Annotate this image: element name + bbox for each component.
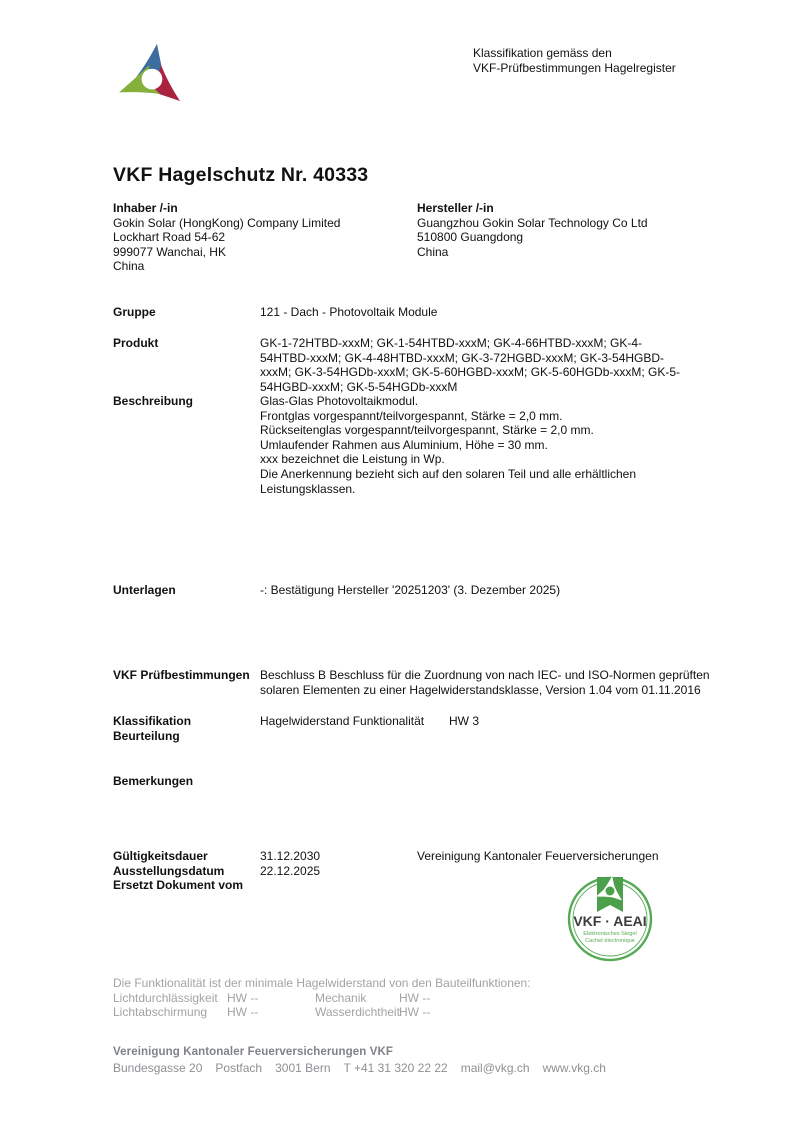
- beschreibung-label: Beschreibung: [113, 394, 194, 408]
- func-value: HW --: [227, 990, 259, 1005]
- beschreibung-line: Glas-Glas Photovoltaikmodul.: [260, 394, 419, 408]
- footer-pobox: Postfach: [215, 1061, 263, 1075]
- footer-website: www.vkg.ch: [542, 1061, 606, 1075]
- klassifikation-label: [113, 714, 259, 743]
- func-label: Mechanik: [315, 990, 367, 1005]
- pruefbestimmungen-value: Beschluss B Beschluss für die Zuordnung von nach IEC- und ISO-Normen geprüften solaren Elementen zu einer Hagelwiderstandsklasse, Version 1.04 vom 01.11.2016: [260, 668, 710, 697]
- page-title: VKF Hagelschutz Nr. 40333: [113, 164, 369, 186]
- holder-country: China: [113, 259, 145, 274]
- func-value: HW --: [399, 1005, 431, 1020]
- footer-organisation: Vereinigung Kantonaler Feuerversicherungen VKF: [113, 1046, 394, 1058]
- klassifikation-label-line2: Beurteilung: [113, 728, 180, 743]
- functionality-intro: Die Funktionalität ist der minimale Hagelwiderstand von den Bauteilfunktionen:: [113, 976, 531, 990]
- gruppe-value: 121 - Dach - Photovoltaik Module: [260, 305, 438, 319]
- klassifikation-value-row: [260, 714, 692, 729]
- functionality-block: [113, 976, 531, 1020]
- gruppe-label: Gruppe: [113, 305, 156, 319]
- footer-address: [113, 1061, 606, 1076]
- functionality-row: [113, 991, 531, 1006]
- klassifikation-label-line1: Klassifikation: [113, 714, 192, 728]
- hail-resistance-rating: HW 3: [449, 714, 479, 728]
- ersetzt-dokument-label: Ersetzt Dokument vom: [113, 878, 244, 892]
- beschreibung-line: Die Anerkennung bezieht sich auf den solaren Teil und alle erhältlichen Leistungsklassen.: [260, 466, 637, 496]
- unterlagen-value: -: Bestätigung Hersteller '20251203' (3. Dezember 2025): [260, 583, 561, 597]
- footer-phone: T +41 31 320 22 22: [343, 1061, 448, 1075]
- produkt-label: Produkt: [113, 336, 159, 350]
- func-label: Lichtdurchlässigkeit: [113, 990, 218, 1005]
- beschreibung-value: [260, 394, 692, 496]
- svg-text:Cachet électronique: Cachet électronique: [585, 938, 635, 944]
- functionality-row: [113, 1005, 531, 1020]
- func-label: Lichtabschirmung: [113, 1005, 208, 1020]
- produkt-value: GK-1-72HTBD-xxxM; GK-1-54HTBD-xxxM; GK-4-66HTBD-xxxM; GK-4-54HTBD-xxxM; GK-4-48HTBD-xxxM; GK-3-72HGBD-xxxM; GK-3-54HGBD-xxxM; GK-3-54HGDb-xxxM; GK-5-60HGBD-xxxM; GK-5-60HGDb-xxxM; GK-5-54HGBD-xxxM; GK-5-54HGDb-xxxM: [260, 336, 681, 394]
- manufacturer-country: China: [417, 244, 449, 259]
- gueltigkeitsdauer-label: Gültigkeitsdauer: [113, 849, 208, 863]
- header-note: [473, 46, 676, 75]
- manufacturer-company: Guangzhou Gokin Solar Technology Co Ltd: [417, 215, 648, 230]
- klassifikation-value: Hagelwiderstand Funktionalität: [260, 714, 425, 728]
- header-note-line1: Klassifikation gemäss den: [473, 46, 612, 60]
- pruefbestimmungen-label: VKF Prüfbestimmungen: [113, 668, 250, 682]
- footer-street: Bundesgasse 20: [113, 1061, 203, 1075]
- header-note-line2: VKF-Prüfbestimmungen Hagelregister: [473, 60, 676, 75]
- manufacturer-block: [417, 201, 707, 259]
- manufacturer-label: Hersteller /-in: [417, 201, 494, 215]
- electronic-seal-icon: [563, 874, 657, 968]
- manufacturer-city: 510800 Guangdong: [417, 230, 524, 245]
- issuer-name: Vereinigung Kantonaler Feuerversicherungen: [417, 849, 659, 863]
- holder-label: Inhaber /-in: [113, 201, 178, 215]
- func-value: HW --: [399, 990, 431, 1005]
- unterlagen-label: Unterlagen: [113, 583, 176, 597]
- footer-email: mail@vkg.ch: [460, 1061, 530, 1075]
- func-value: HW --: [227, 1005, 259, 1020]
- ausstellungsdatum-label: Ausstellungsdatum: [113, 863, 225, 878]
- vkf-logo-icon: [115, 42, 189, 114]
- holder-street: Lockhart Road 54-62: [113, 230, 226, 245]
- holder-company: Gokin Solar (HongKong) Company Limited: [113, 215, 341, 230]
- beschreibung-line: xxx bezeichnet die Leistung in Wp.: [260, 452, 445, 467]
- beschreibung-line: Umlaufender Rahmen aus Aluminium, Höhe = 30 mm.: [260, 437, 548, 452]
- footer-city: 3001 Bern: [275, 1061, 331, 1075]
- gueltigkeitsdauer-value: 31.12.2030: [260, 849, 321, 863]
- seal-title-svg: VKF · AEAI: [573, 913, 647, 929]
- holder-city: 999077 Wanchai, HK: [113, 244, 226, 259]
- ausstellungsdatum-value: 22.12.2025: [260, 863, 321, 878]
- bemerkungen-label: Bemerkungen: [113, 774, 194, 788]
- beschreibung-line: Rückseitenglas vorgespannt/teilvorgespannt, Stärke = 2,0 mm.: [260, 423, 594, 438]
- func-label: Wasserdichtheit: [315, 1005, 400, 1020]
- svg-text:Elektronisches Siegel: Elektronisches Siegel: [583, 931, 637, 937]
- beschreibung-line: Frontglas vorgespannt/teilvorgespannt, Stärke = 2,0 mm.: [260, 408, 563, 423]
- holder-block: [113, 201, 403, 274]
